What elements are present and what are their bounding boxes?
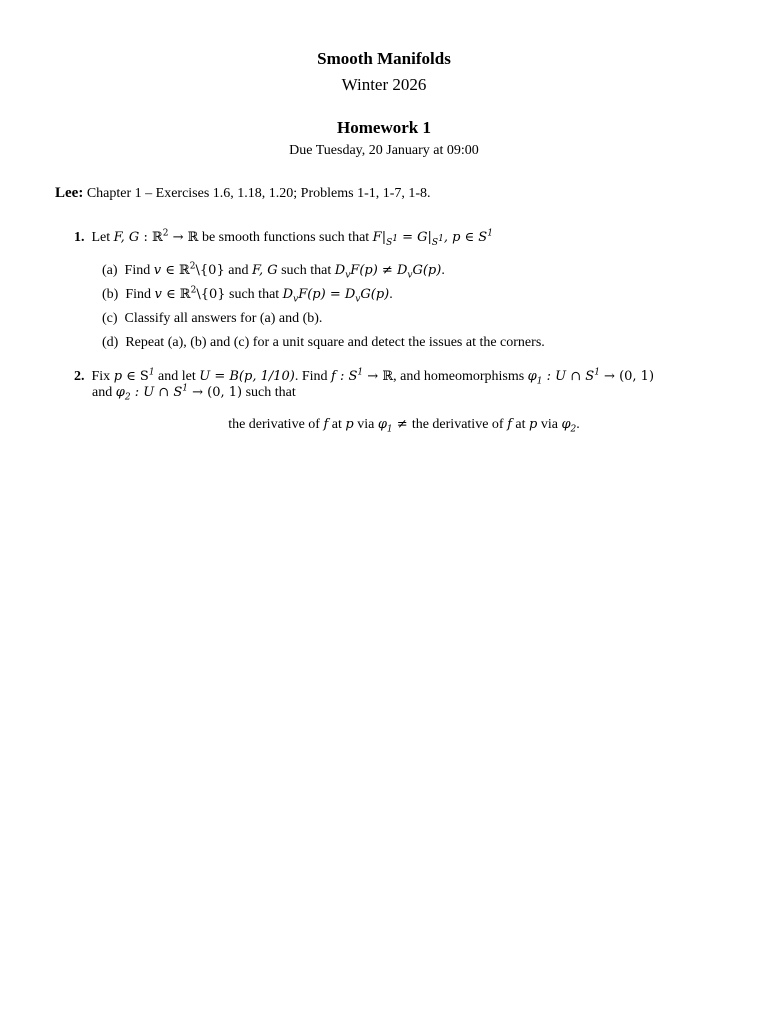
problem-1-number: 1. [74, 230, 85, 245]
math-u-def: U = B(p, 1/10) [199, 369, 295, 384]
problem-1-statement [74, 229, 493, 247]
display-text: via [540, 417, 558, 432]
part-label: (c) [102, 311, 118, 326]
period: . [441, 263, 445, 278]
math-v-in: v ∈ ℝ$^2$\{0} [154, 285, 226, 302]
math-neq: ≠ [392, 417, 412, 432]
problem-2-display-equation [0, 416, 768, 434]
part-label: (a) [102, 263, 118, 278]
problem-2-number: 2. [74, 369, 85, 384]
display-text: at [331, 417, 342, 432]
part-text: and [92, 385, 113, 400]
problem-1d [102, 334, 545, 352]
part-text: Fix [91, 369, 111, 384]
reading-label: Lee: [55, 185, 84, 201]
display-text: the derivative of [411, 417, 504, 432]
math-p-in-s1: p ∈ $S^1$ [113, 367, 155, 384]
math-phi2-map: $\varphi_2$ : U ∩ $S^1 \to (0$, 1) [115, 383, 243, 403]
period: . [576, 417, 580, 432]
math-derivative-neq: $D_vF(p) \ne D_vG(p)$ [334, 263, 442, 281]
math-phi1-map: $\varphi_1$ : U ∩ $S^1 \to (0$, 1) [527, 367, 655, 387]
part-text: such that [281, 263, 332, 278]
problem-1a [102, 262, 445, 280]
homework-title: Homework 1 [337, 118, 431, 137]
math-map: : ℝ$^2$ → ℝ [139, 228, 199, 245]
display-text: via [357, 417, 375, 432]
part-text: , and homeomorphisms [393, 369, 525, 384]
math-f: f [507, 417, 512, 432]
math-restriction: $F|_{S^1} = G|_{S^1}$, p ∈ $S^1$ [372, 228, 493, 248]
part-label: (b) [102, 287, 119, 302]
problem-1c [102, 310, 322, 328]
reading-assignment [55, 184, 431, 203]
reading-text: Chapter 1 – Exercises 1.6, 1.18, 1.20; Problems 1-1, 1-7, 1-8. [86, 186, 431, 201]
part-text: Repeat (a), (b) and (c) for a unit square and detect the issues at the corners. [125, 335, 545, 350]
part-text: Classify all answers for (a) and (b). [124, 311, 323, 326]
math-p: p [345, 417, 354, 432]
part-label: (d) [102, 335, 119, 350]
part-text: . Find [294, 369, 328, 384]
math-f: f [323, 417, 329, 432]
part-text: and [228, 263, 249, 278]
math-v-in: v ∈ ℝ$^2$\{0} [153, 261, 225, 278]
part-text: and let [158, 369, 196, 384]
display-text: the derivative of [228, 417, 320, 432]
part-text: such that [245, 385, 296, 400]
math-fg: F, G [113, 230, 140, 245]
math-p: p [529, 417, 538, 432]
due-date: Due Tuesday, 20 January at 09:00 [289, 143, 479, 158]
display-text: at [515, 417, 526, 432]
problem-2-statement-line-2 [92, 384, 296, 402]
problem-1-let: Let [91, 230, 111, 245]
term: Winter 2026 [341, 75, 427, 94]
course-title: Smooth Manifolds [317, 49, 451, 68]
math-phi2: $\varphi_2$ [561, 417, 577, 435]
math-derivative-eq: $D_vF(p) = D_vG(p)$ [282, 287, 390, 305]
part-text: Find [124, 263, 151, 278]
problem-1-text: be smooth functions such that [201, 230, 370, 245]
part-text: Find [125, 287, 152, 302]
math-fg: F, G [251, 263, 278, 278]
part-text: such that [229, 287, 280, 302]
problem-1b [102, 286, 393, 304]
period: . [389, 287, 393, 302]
math-f-map: f : $S^1$ → ℝ [331, 367, 394, 384]
math-phi1: $\varphi_1$ [377, 417, 393, 435]
